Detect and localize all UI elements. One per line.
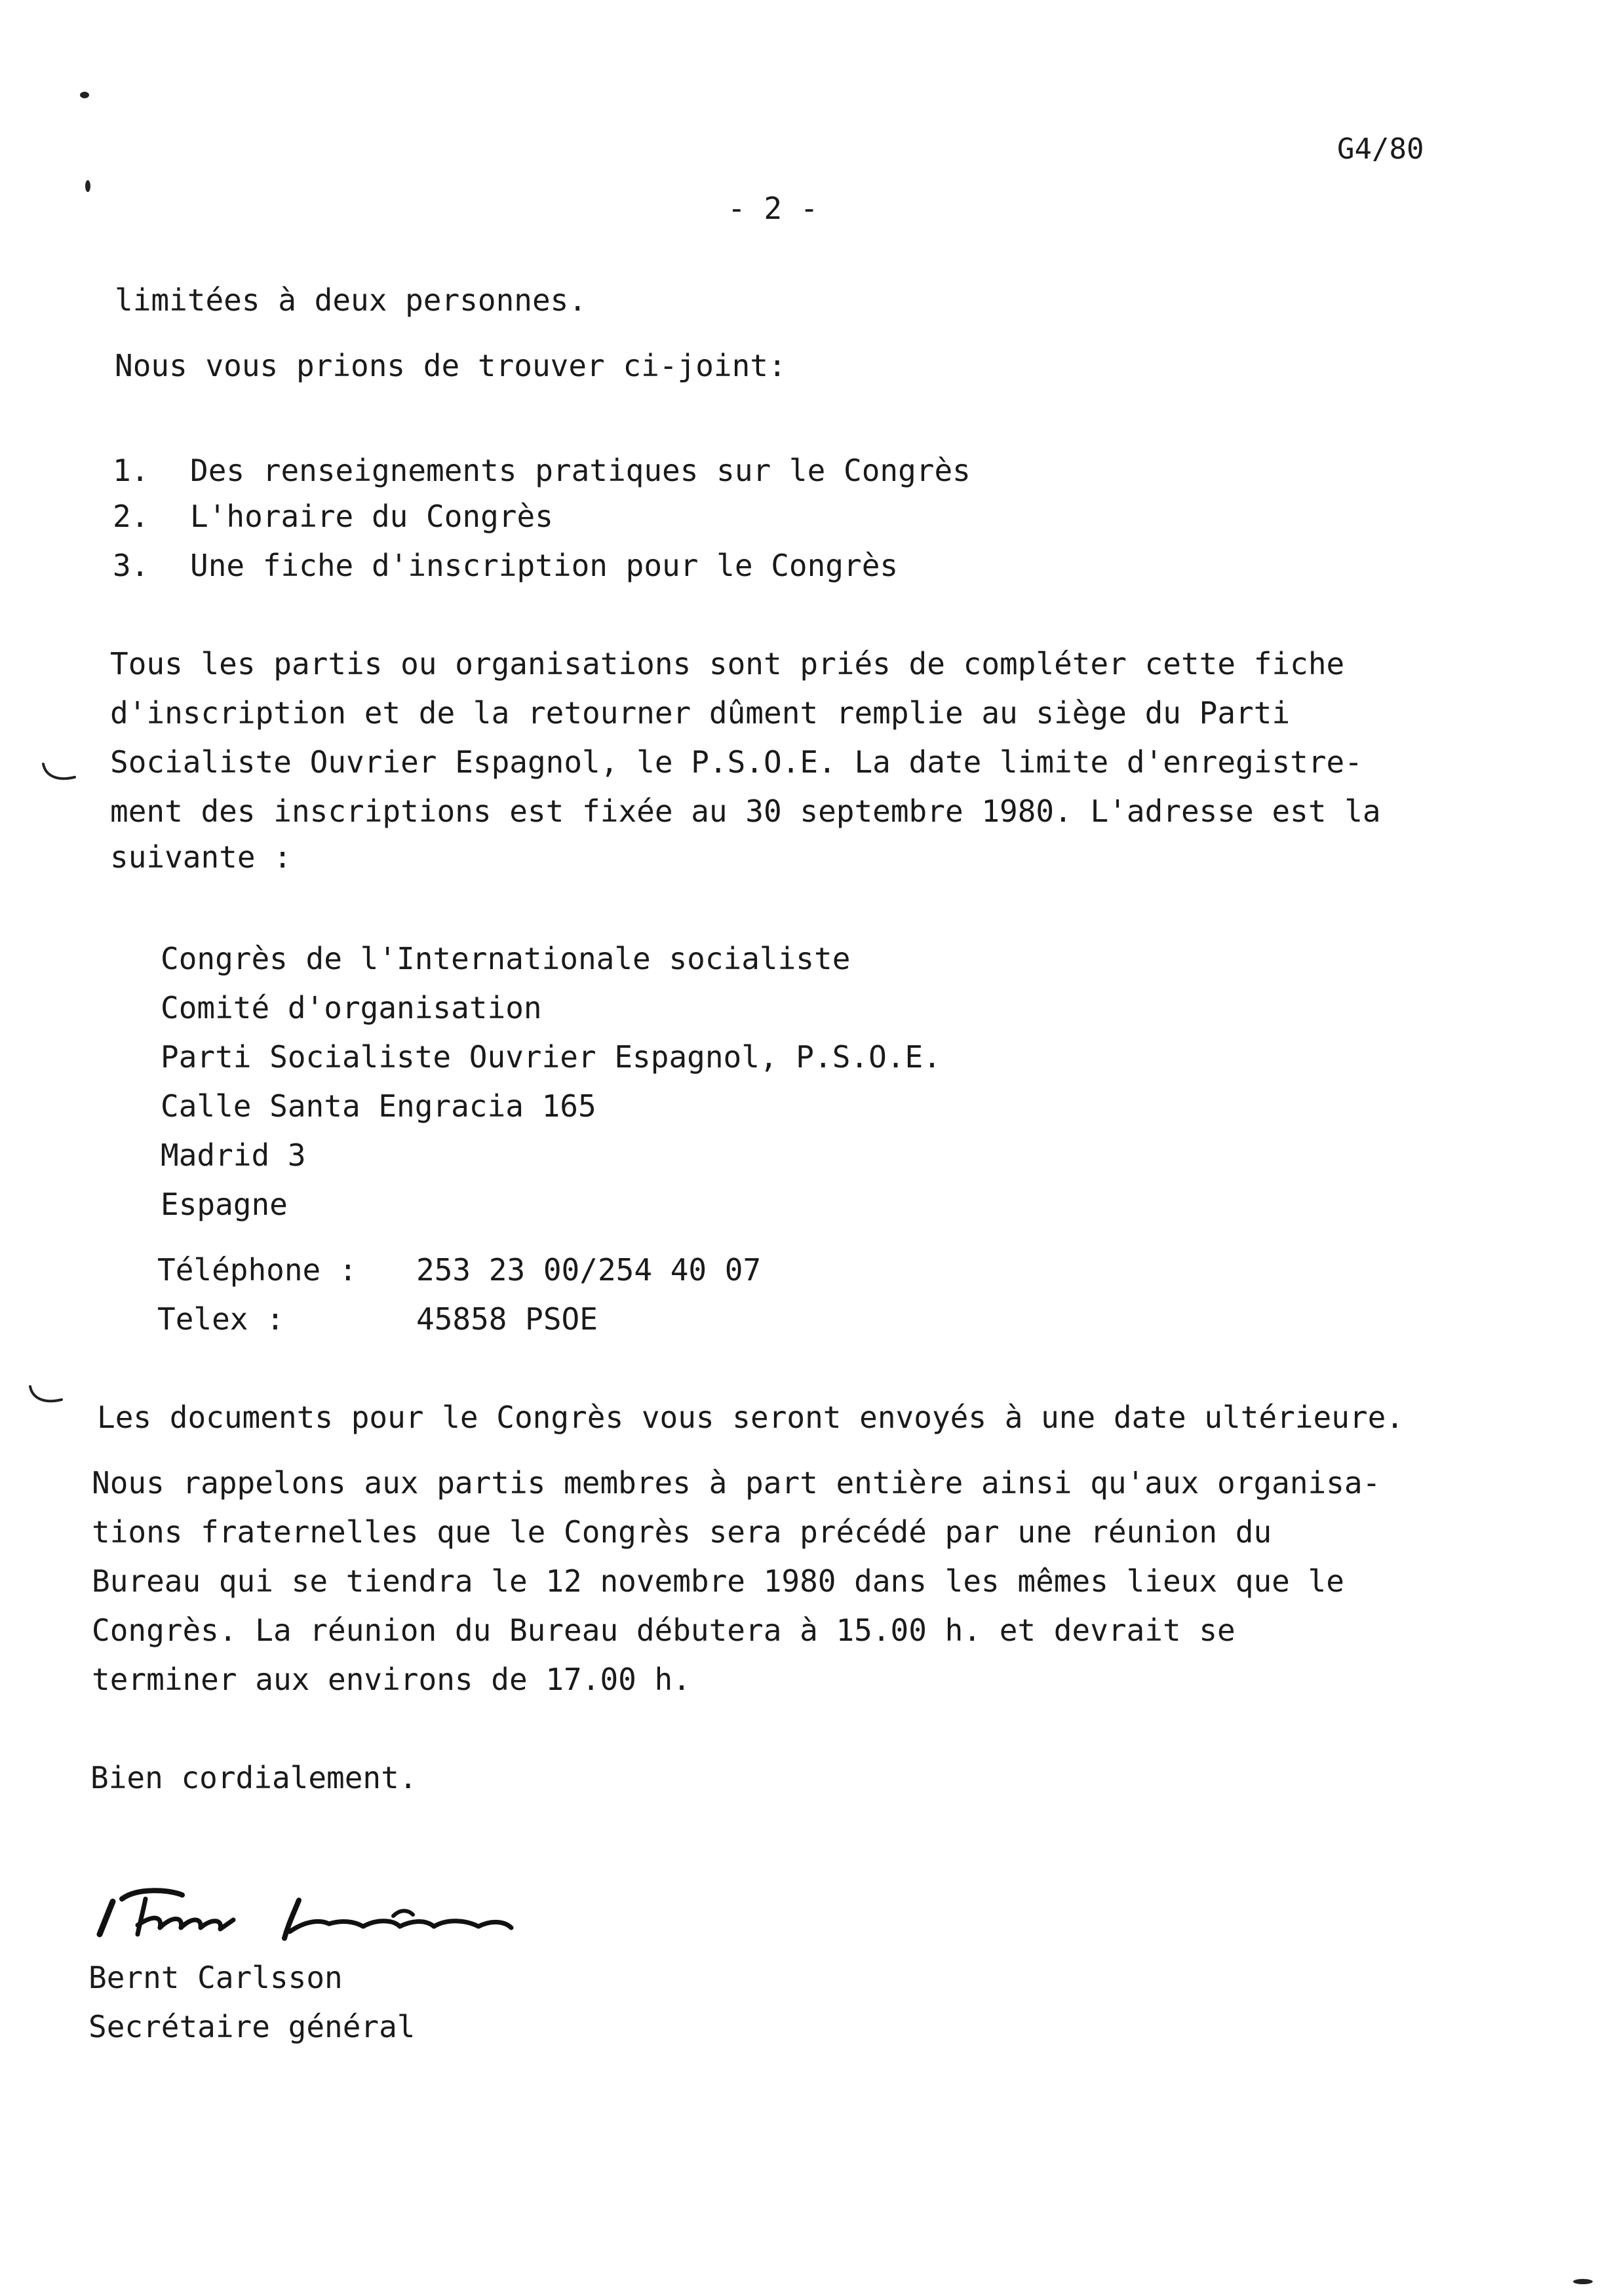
punch-speck	[85, 180, 90, 192]
attachment-number: 1.	[113, 453, 149, 488]
handwritten-signature	[85, 1861, 583, 1953]
closing-line: Bien cordialement.	[90, 1760, 418, 1795]
reminder-line: terminer aux environs de 17.00 h.	[92, 1662, 691, 1697]
intro-line-1: limitées à deux personnes.	[115, 282, 587, 318]
attachment-number: 3.	[113, 548, 149, 583]
attachment-number: 2.	[113, 499, 149, 534]
instructions-line: Tous les partis ou organisations sont priés de compléter cette fiche	[110, 646, 1345, 681]
page-number: - 2 -	[728, 191, 819, 226]
contact-value: 253 23 00/254 40 07	[416, 1252, 762, 1288]
attachment-text: L'horaire du Congrès	[190, 499, 553, 534]
margin-check-mark	[26, 1383, 66, 1409]
address-line: Madrid 3	[161, 1138, 306, 1173]
instructions-line: Socialiste Ouvrier Espagnol, le P.S.O.E. La date limite d'enregistre-	[110, 744, 1363, 780]
address-line: Parti Socialiste Ouvrier Espagnol, P.S.O.E.	[161, 1039, 941, 1075]
document-reference: G4/80	[1337, 132, 1424, 166]
instructions-line: ment des inscriptions est fixée au 30 septembre 1980. L'adresse est la	[110, 794, 1381, 829]
reminder-line: Congrès. La réunion du Bureau débutera à 15.00 h. et devrait se	[92, 1613, 1236, 1648]
scan-speck	[1573, 2279, 1593, 2284]
documents-note: Les documents pour le Congrès vous seront envoyés à une date ultérieure.	[97, 1400, 1404, 1435]
address-line: Calle Santa Engracia 165	[161, 1088, 596, 1124]
signatory-name: Bernt Carlsson	[88, 1960, 343, 1995]
reminder-line: tions fraternelles que le Congrès sera précédé par une réunion du	[92, 1514, 1272, 1550]
address-line: Comité d'organisation	[161, 990, 542, 1025]
punch-speck	[80, 92, 89, 98]
instructions-line: d'inscription et de la retourner dûment remplie au siège du Parti	[110, 695, 1291, 731]
attachment-text: Des renseignements pratiques sur le Congrès	[190, 453, 971, 488]
contact-label: Telex :	[157, 1301, 284, 1337]
address-line: Congrès de l'Internationale socialiste	[161, 941, 851, 976]
attachment-text: Une fiche d'inscription pour le Congrès	[190, 548, 899, 583]
margin-check-mark	[39, 760, 79, 786]
signatory-title: Secrétaire général	[88, 2009, 416, 2044]
address-line: Espagne	[161, 1187, 288, 1222]
contact-label: Téléphone :	[157, 1252, 357, 1288]
contact-value: 45858 PSOE	[416, 1301, 598, 1337]
reminder-line: Nous rappelons aux partis membres à part entière ainsi qu'aux organisa-	[92, 1465, 1381, 1501]
instructions-line: suivante :	[110, 839, 292, 875]
intro-line-2: Nous vous prions de trouver ci-joint:	[115, 348, 787, 383]
reminder-line: Bureau qui se tiendra le 12 novembre 1980 dans les mêmes lieux que le	[92, 1563, 1344, 1599]
